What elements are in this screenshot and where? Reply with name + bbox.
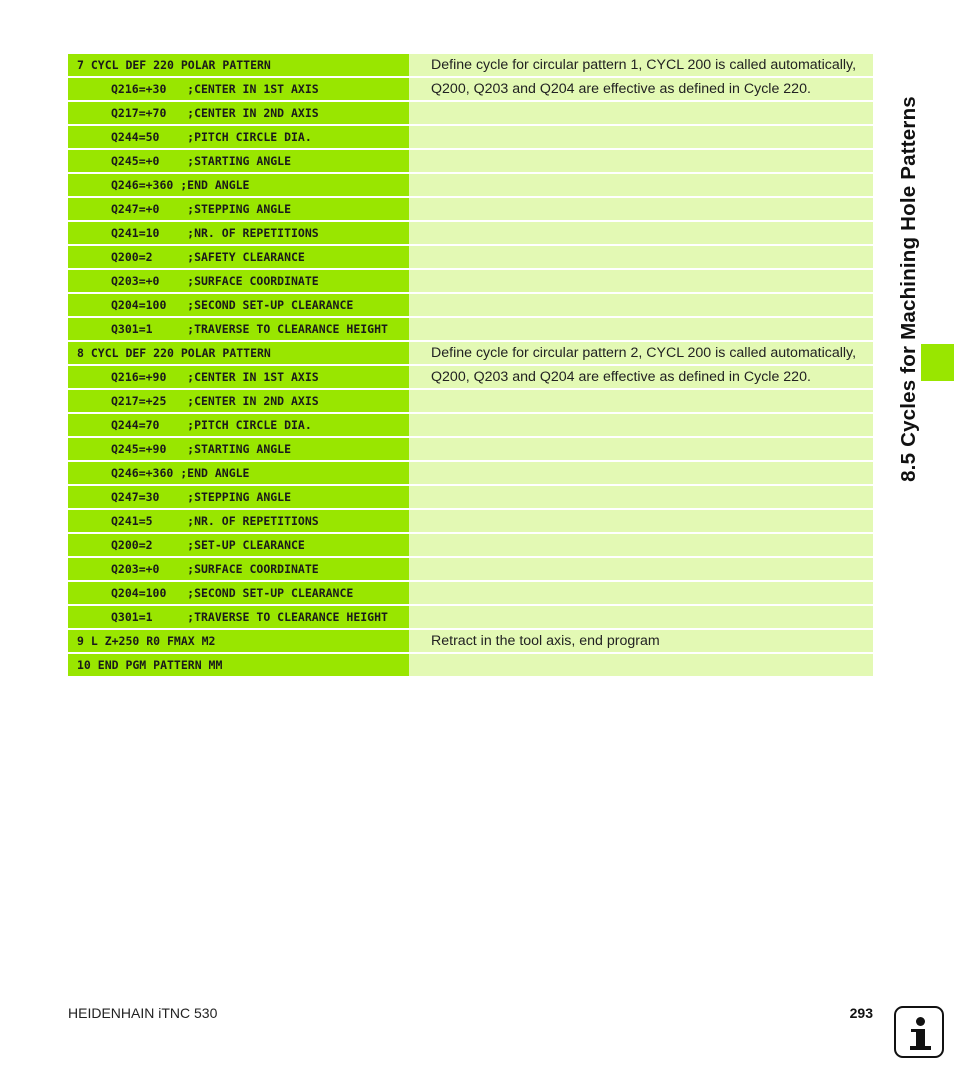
description-cell: [409, 654, 873, 676]
description-cell: Define cycle for circular pattern 1, CYCL 200 is called automatically,: [409, 54, 873, 76]
table-row: [68, 486, 873, 510]
table-row: [68, 534, 873, 558]
table-row: [68, 198, 873, 222]
nc-code-cell: Q203=+0 ;SURFACE COORDINATE: [68, 270, 409, 292]
description-cell: [409, 534, 873, 556]
table-row: [68, 78, 873, 102]
nc-code-cell: 10 END PGM PATTERN MM: [68, 654, 409, 676]
description-cell: [409, 270, 873, 292]
description-cell: [409, 150, 873, 172]
section-title: 8.5 Cycles for Machining Hole Patterns: [897, 96, 920, 482]
description-cell: [409, 174, 873, 196]
description-cell: [409, 246, 873, 268]
nc-code-cell: Q247=30 ;STEPPING ANGLE: [68, 486, 409, 508]
nc-code-cell: Q241=10 ;NR. OF REPETITIONS: [68, 222, 409, 244]
nc-code-cell: Q301=1 ;TRAVERSE TO CLEARANCE HEIGHT: [68, 606, 409, 628]
table-row: [68, 438, 873, 462]
nc-code-cell: Q246=+360 ;END ANGLE: [68, 462, 409, 484]
description-cell: [409, 510, 873, 532]
table-row: [68, 126, 873, 150]
nc-code-cell: Q204=100 ;SECOND SET-UP CLEARANCE: [68, 582, 409, 604]
description-cell: [409, 294, 873, 316]
table-row: [68, 366, 873, 390]
table-row: [68, 246, 873, 270]
nc-program-table: [68, 54, 873, 678]
nc-code-cell: Q247=+0 ;STEPPING ANGLE: [68, 198, 409, 220]
description-cell: [409, 462, 873, 484]
nc-code-cell: Q216=+30 ;CENTER IN 1ST AXIS: [68, 78, 409, 100]
description-cell: [409, 438, 873, 460]
table-row: [68, 270, 873, 294]
table-row: [68, 54, 873, 78]
table-row: [68, 294, 873, 318]
page-number: 293: [849, 1005, 873, 1021]
section-tab-marker: [921, 344, 954, 381]
description-cell: [409, 486, 873, 508]
nc-code-cell: Q241=5 ;NR. OF REPETITIONS: [68, 510, 409, 532]
nc-code-cell: 9 L Z+250 R0 FMAX M2: [68, 630, 409, 652]
nc-code-cell: Q200=2 ;SAFETY CLEARANCE: [68, 246, 409, 268]
table-row: [68, 582, 873, 606]
description-cell: [409, 558, 873, 580]
description-cell: [409, 318, 873, 340]
nc-code-cell: Q245=+0 ;STARTING ANGLE: [68, 150, 409, 172]
info-icon-base: [910, 1046, 931, 1050]
info-icon: [894, 1006, 944, 1058]
description-cell: [409, 414, 873, 436]
nc-code-cell: Q217=+70 ;CENTER IN 2ND AXIS: [68, 102, 409, 124]
description-cell: [409, 102, 873, 124]
nc-code-cell: Q246=+360 ;END ANGLE: [68, 174, 409, 196]
table-row: [68, 510, 873, 534]
description-cell: [409, 390, 873, 412]
nc-code-cell: 7 CYCL DEF 220 POLAR PATTERN: [68, 54, 409, 76]
table-row: [68, 390, 873, 414]
table-row: [68, 630, 873, 654]
table-row: [68, 462, 873, 486]
description-cell: [409, 606, 873, 628]
description-cell: Q200, Q203 and Q204 are effective as defined in Cycle 220.: [409, 78, 873, 100]
nc-code-cell: 8 CYCL DEF 220 POLAR PATTERN: [68, 342, 409, 364]
table-row: [68, 342, 873, 366]
table-row: [68, 606, 873, 630]
table-row: [68, 414, 873, 438]
nc-code-cell: Q301=1 ;TRAVERSE TO CLEARANCE HEIGHT: [68, 318, 409, 340]
nc-code-cell: Q245=+90 ;STARTING ANGLE: [68, 438, 409, 460]
description-cell: Retract in the tool axis, end program: [409, 630, 873, 652]
description-cell: [409, 126, 873, 148]
nc-code-cell: Q203=+0 ;SURFACE COORDINATE: [68, 558, 409, 580]
description-cell: Q200, Q203 and Q204 are effective as defined in Cycle 220.: [409, 366, 873, 388]
nc-code-cell: Q200=2 ;SET-UP CLEARANCE: [68, 534, 409, 556]
description-cell: [409, 582, 873, 604]
nc-code-cell: Q216=+90 ;CENTER IN 1ST AXIS: [68, 366, 409, 388]
table-row: [68, 102, 873, 126]
nc-code-cell: Q244=50 ;PITCH CIRCLE DIA.: [68, 126, 409, 148]
table-row: [68, 150, 873, 174]
table-row: [68, 318, 873, 342]
table-row: [68, 174, 873, 198]
nc-code-cell: Q244=70 ;PITCH CIRCLE DIA.: [68, 414, 409, 436]
table-row: [68, 654, 873, 678]
nc-code-cell: Q217=+25 ;CENTER IN 2ND AXIS: [68, 390, 409, 412]
table-row: [68, 558, 873, 582]
description-cell: Define cycle for circular pattern 2, CYCL 200 is called automatically,: [409, 342, 873, 364]
table-row: [68, 222, 873, 246]
info-icon-dot: [916, 1017, 925, 1026]
description-cell: [409, 222, 873, 244]
footer-manual-name: HEIDENHAIN iTNC 530: [68, 1005, 218, 1021]
nc-code-cell: Q204=100 ;SECOND SET-UP CLEARANCE: [68, 294, 409, 316]
description-cell: [409, 198, 873, 220]
